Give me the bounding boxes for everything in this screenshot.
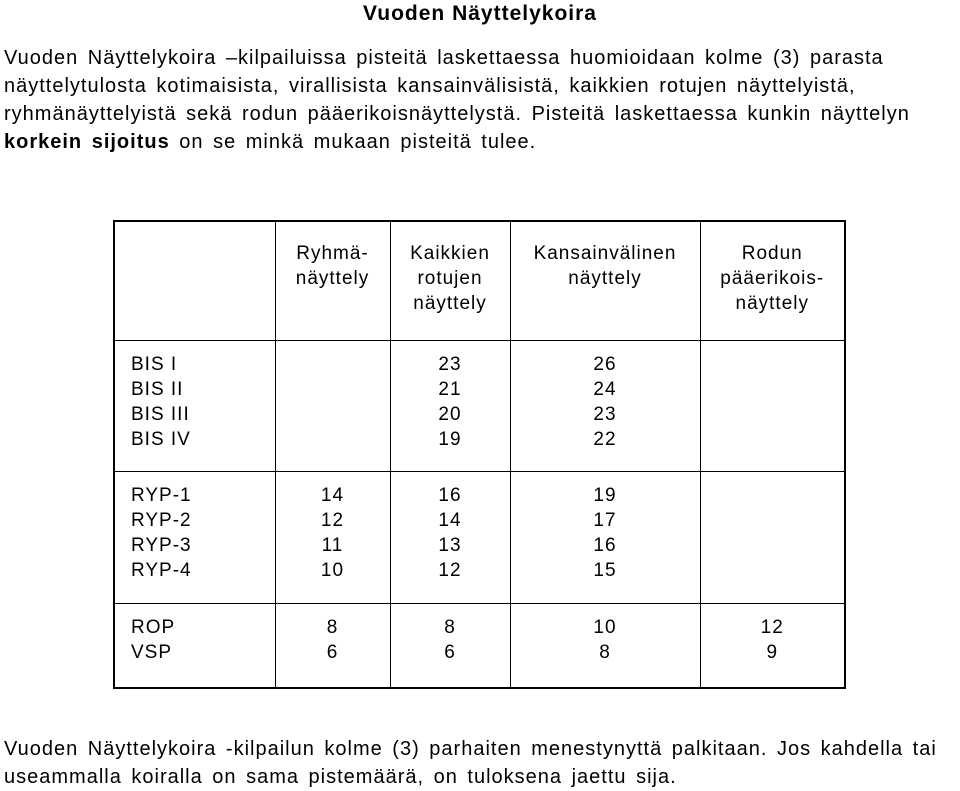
intro-bold-text: korkein sijoitus <box>4 131 170 153</box>
intro-text-1: Vuoden Näyttelykoira –kilpailuissa pisteitä laskettaessa huomioidaan kolme (3) parasta näyttelytulosta kotimaisista, virallisista kansainvälisistä, kaikkien rotujen näyttelyistä, ryhmänäyttelyistä sekä rodun pääerikoisnäyttelystä. Pisteitä laskettaessa kunkin näyttelyn <box>4 47 910 125</box>
cell-group-show: 14 12 11 10 <box>275 471 390 603</box>
points-table <box>113 220 846 689</box>
header-all-breeds-show <box>390 222 510 340</box>
header-cell-label <box>115 222 275 340</box>
cell-all-breeds-show: 8 6 <box>390 603 510 687</box>
cell-breed-specialty-show <box>700 340 844 471</box>
header-line: pääerikois- <box>720 268 825 289</box>
cell-breed-specialty-show <box>700 471 844 603</box>
header-breed-specialty-show <box>700 222 844 340</box>
row-labels: BIS I BIS II BIS III BIS IV <box>115 340 275 471</box>
header-line: näyttely <box>735 293 809 314</box>
header-line: näyttely <box>413 293 487 314</box>
row-labels: ROP VSP <box>115 603 275 687</box>
header-line: Kaikkien <box>410 243 490 264</box>
header-line: Ryhmä- <box>296 243 369 264</box>
header-group-show <box>275 222 390 340</box>
cell-all-breeds-show: 23 21 20 19 <box>390 340 510 471</box>
cell-group-show <box>275 340 390 471</box>
page-title: Vuoden Näyttelykoira <box>363 2 597 25</box>
header-line: näyttely <box>568 268 642 289</box>
cell-all-breeds-show: 16 14 13 12 <box>390 471 510 603</box>
cell-international-show: 19 17 16 15 <box>510 471 700 603</box>
header-line: Kansainvälinen <box>533 243 677 264</box>
intro-text-2: on se minkä mukaan pisteitä tulee. <box>169 131 537 153</box>
row-labels: RYP-1 RYP-2 RYP-3 RYP-4 <box>115 471 275 603</box>
cell-breed-specialty-show: 12 9 <box>700 603 844 687</box>
closing-paragraph: Vuoden Näyttelykoira -kilpailun kolme (3) parhaiten menestynyttä palkitaan. Jos kahdella tai useammalla koiralla on sama pistemäärä, on tuloksena jaettu sija. <box>4 738 937 788</box>
header-line: näyttely <box>295 268 370 289</box>
intro-paragraph <box>4 44 956 156</box>
cell-international-show: 10 8 <box>510 603 700 687</box>
cell-group-show: 8 6 <box>275 603 390 687</box>
header-line: rotujen <box>417 268 483 289</box>
table-row-ryp <box>115 471 844 603</box>
table-row-rop <box>115 603 844 687</box>
table-row-bis <box>115 340 844 471</box>
header-international-show <box>510 222 700 340</box>
header-line: Rodun <box>741 243 803 264</box>
cell-international-show: 26 24 23 22 <box>510 340 700 471</box>
